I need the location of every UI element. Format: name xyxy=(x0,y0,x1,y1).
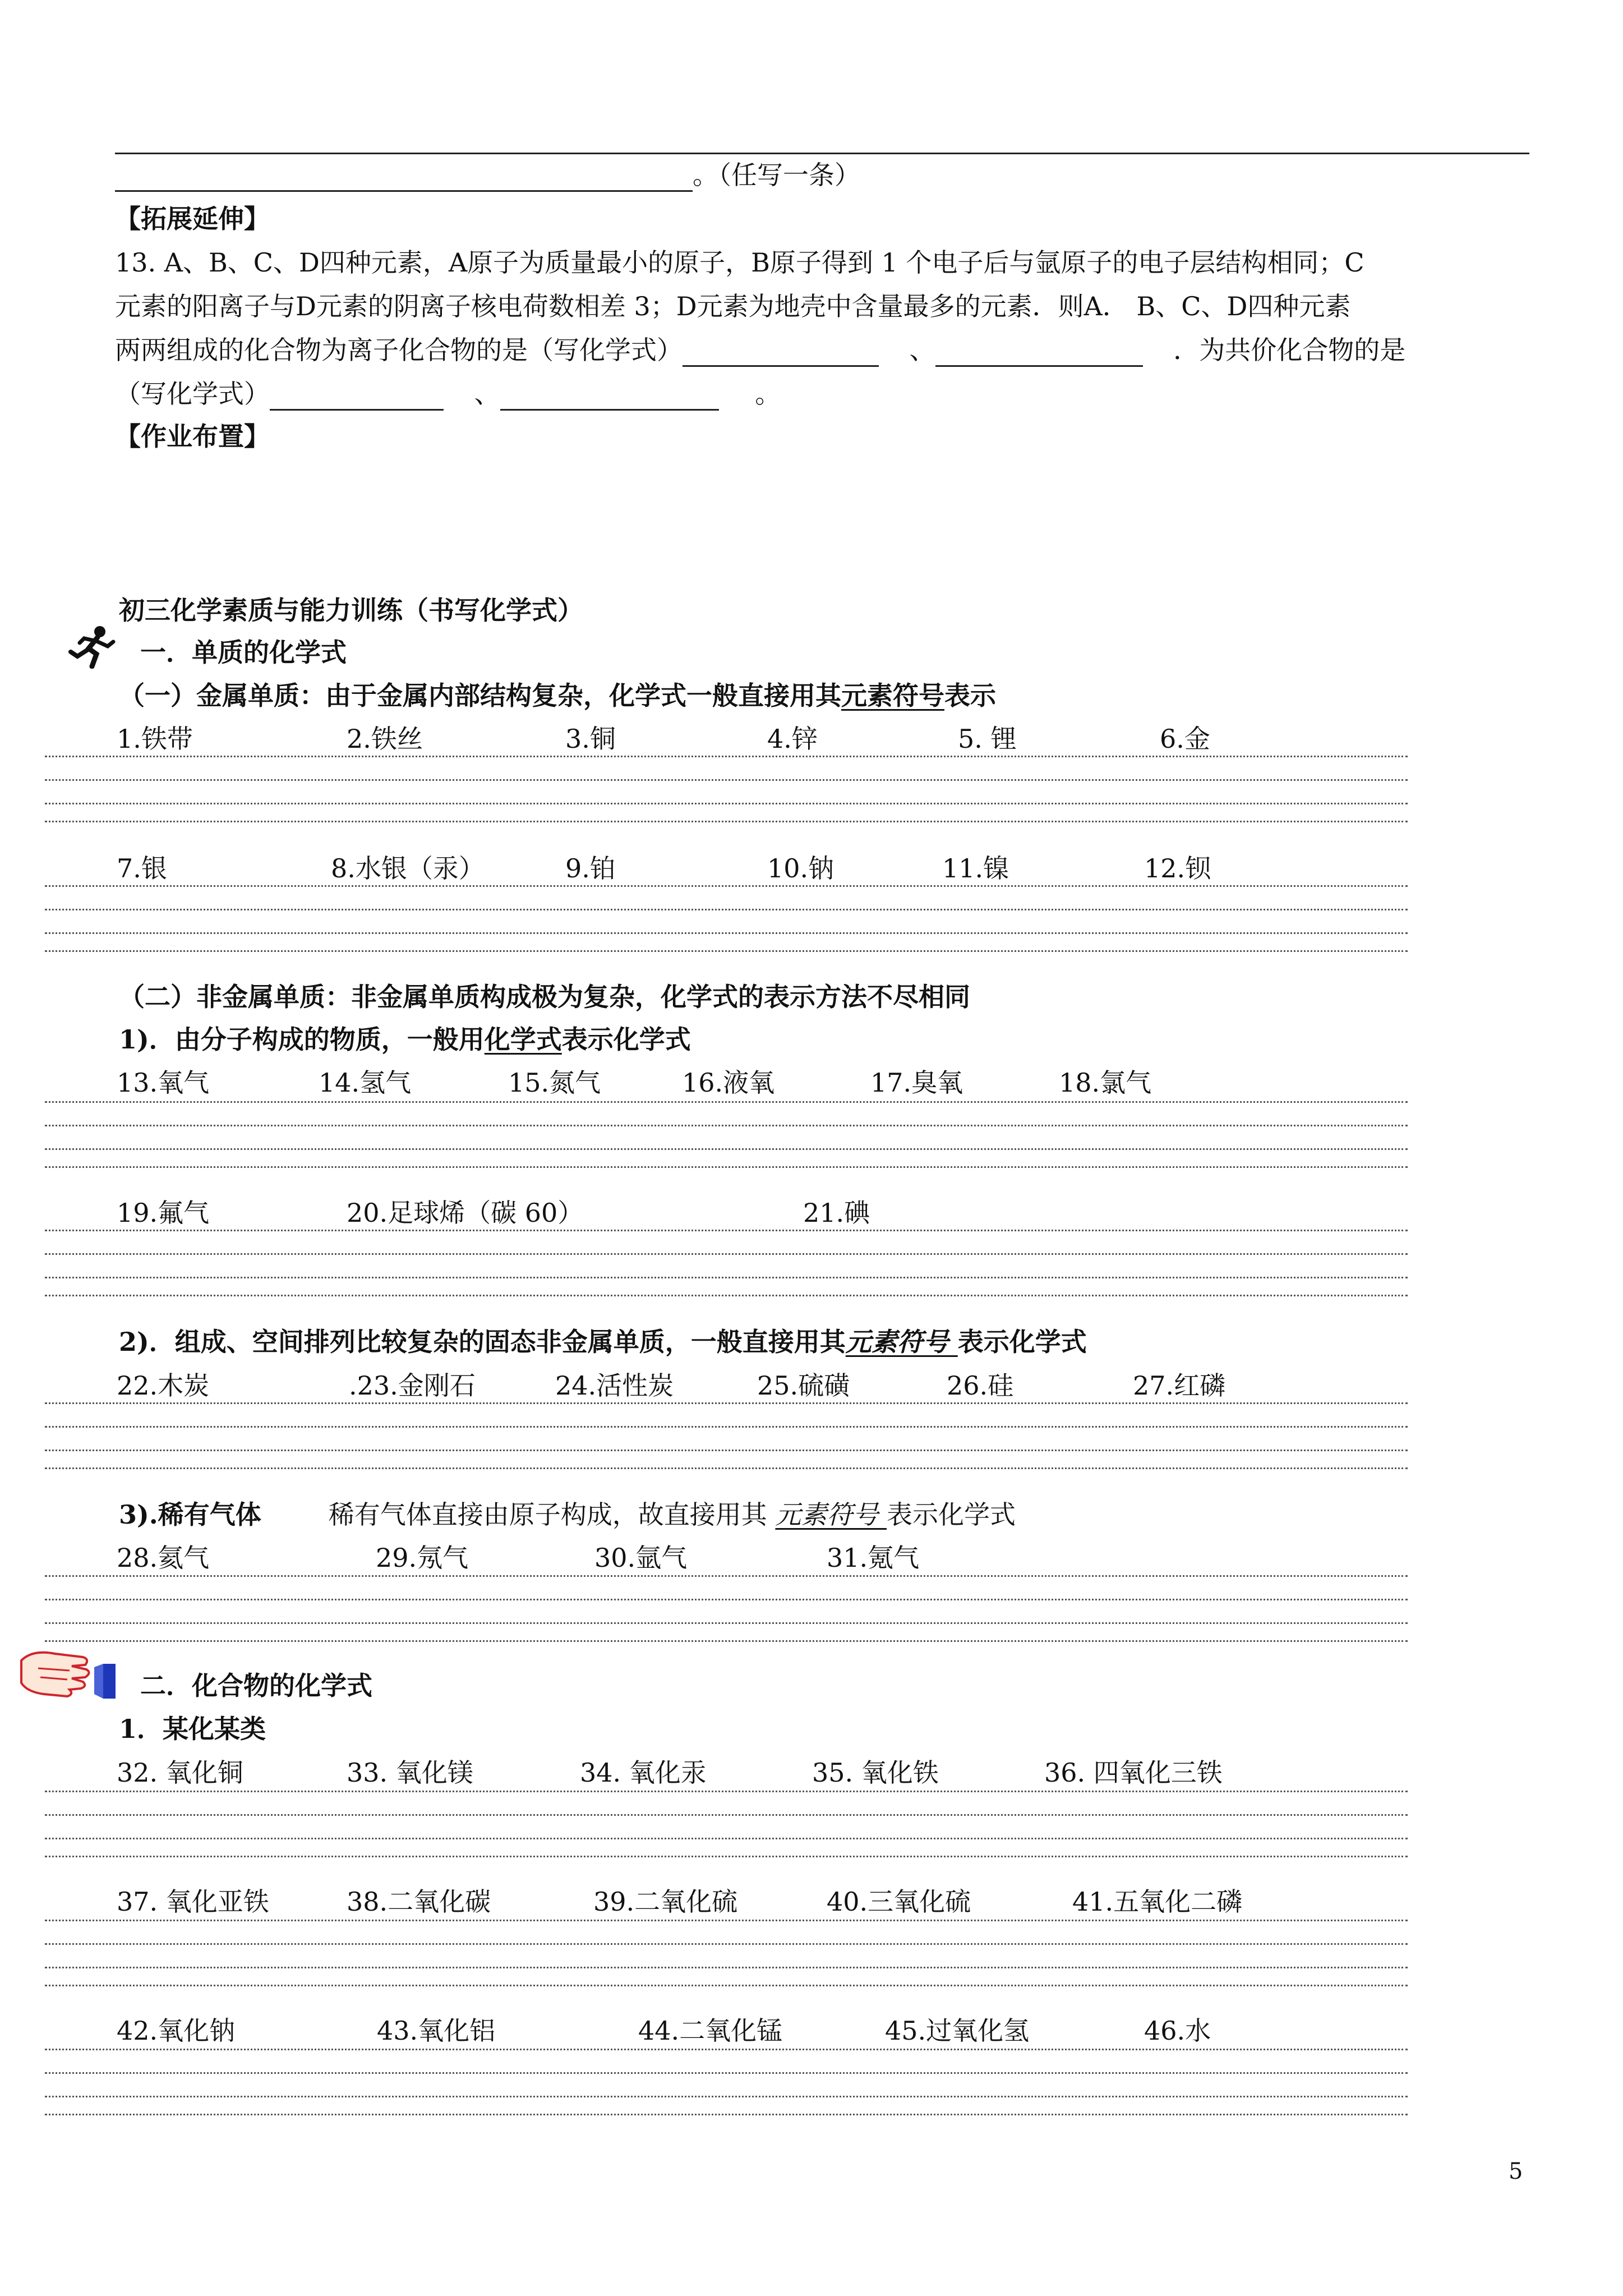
exercise-item: 22.木炭 xyxy=(117,1370,210,1401)
answer-dotted-line[interactable] xyxy=(45,1450,1408,1451)
answer-blank[interactable] xyxy=(115,161,693,192)
pointing-hand-icon xyxy=(16,1638,122,1705)
extension-header: 【拓展延伸】 xyxy=(115,204,270,234)
top-answer-line xyxy=(115,158,860,192)
answer-dotted-line[interactable] xyxy=(45,1943,1408,1945)
exercise-item: 7.银 xyxy=(117,853,167,884)
exercise-item: 5. 锂 xyxy=(958,724,1017,754)
section-1-sub-2: （二）非金属单质：非金属单质构成极为复杂，化学式的表示方法不尽相同 xyxy=(119,982,970,1012)
exercise-item: 1.铁带 xyxy=(117,724,193,754)
answer-dotted-line[interactable] xyxy=(45,1230,1408,1231)
exercise-item: 21.碘 xyxy=(803,1198,870,1228)
exercise-item: 9.铂 xyxy=(565,853,616,884)
answer-dotted-line[interactable] xyxy=(45,950,1408,952)
exercise-item: 20.足球烯（碳 60） xyxy=(347,1198,584,1228)
answer-dotted-line[interactable] xyxy=(45,909,1408,910)
answer-dotted-line[interactable] xyxy=(45,779,1408,781)
exercise-item: 2.铁丝 xyxy=(347,724,423,754)
exercise-item: 35. 氧化铁 xyxy=(812,1757,939,1788)
section-2-title: 二．化合物的化学式 xyxy=(140,1671,372,1701)
exercise-item: 33. 氧化镁 xyxy=(347,1757,473,1788)
answer-dotted-line[interactable] xyxy=(45,1791,1408,1792)
top-rule xyxy=(115,153,1529,154)
section-1-sub-1: （一）金属单质：由于金属内部结构复杂，化学式一般直接用其元素符号表示 xyxy=(119,680,996,711)
exercise-item: 46.水 xyxy=(1144,2016,1211,2046)
answer-dotted-line[interactable] xyxy=(45,885,1408,887)
exercise-item: .23.金刚石 xyxy=(349,1370,476,1401)
answer-dotted-line[interactable] xyxy=(45,1856,1408,1857)
answer-dotted-line[interactable] xyxy=(45,2049,1408,2050)
answer-dotted-line[interactable] xyxy=(45,756,1408,757)
exercise-item: 34. 氧化汞 xyxy=(580,1757,707,1788)
extension-line-4: （写化学式） 、 。 xyxy=(115,377,781,411)
exercise-item: 40.三氧化硫 xyxy=(827,1887,971,1917)
answer-dotted-line[interactable] xyxy=(45,821,1408,822)
exercise-item: 12.钡 xyxy=(1144,853,1211,884)
extension-line-3: 两两组成的化合物为离子化合物的是（写化学式） 、 ．为共价化合物的是 xyxy=(115,333,1405,367)
answer-dotted-line[interactable] xyxy=(45,1166,1408,1168)
homework-header: 【作业布置】 xyxy=(115,421,270,452)
answer-dotted-line[interactable] xyxy=(45,1467,1408,1469)
answer-dotted-line[interactable] xyxy=(45,1125,1408,1126)
answer-dotted-line[interactable] xyxy=(45,932,1408,934)
answer-dotted-line[interactable] xyxy=(45,1277,1408,1278)
exercise-item: 14.氢气 xyxy=(319,1068,412,1098)
exercise-item: 32. 氧化铜 xyxy=(117,1757,243,1788)
answer-dotted-line[interactable] xyxy=(45,1920,1408,1921)
answer-dotted-line[interactable] xyxy=(45,2072,1408,2074)
exercise-item: 4.锌 xyxy=(767,724,818,754)
exercise-item: 6.金 xyxy=(1160,724,1210,754)
exercise-item: 42.氧化钠 xyxy=(117,2016,236,2046)
exercise-item: 28.氦气 xyxy=(117,1543,210,1573)
exercise-item: 25.硫磺 xyxy=(757,1370,850,1401)
exercise-item: 10.钠 xyxy=(767,853,834,884)
top-blank-suffix: 。（任写一条） xyxy=(693,160,860,190)
exercise-item: 43.氧化铝 xyxy=(377,2016,496,2046)
page-number: 5 xyxy=(1509,2159,1523,2184)
training-title: 初三化学素质与能力训练（书写化学式） xyxy=(119,595,583,625)
exercise-item: 26.硅 xyxy=(947,1370,1014,1401)
answer-dotted-line[interactable] xyxy=(45,1599,1408,1600)
section-1-sub-2-3: 3).稀有气体 稀有气体直接由原子构成，故直接用其 元素符号 表示化学式 xyxy=(119,1499,1016,1530)
answer-dotted-line[interactable] xyxy=(45,1838,1408,1839)
answer-dotted-line[interactable] xyxy=(45,1985,1408,1986)
extension-line-1: 13. A、B、C、D四种元素，A原子为质量最小的原子，B原子得到 1 个电子后与氩原子的电子层结构相同；C xyxy=(115,247,1364,278)
answer-blank[interactable] xyxy=(683,337,879,367)
runner-icon xyxy=(67,624,118,669)
exercise-item: 31.氪气 xyxy=(827,1543,920,1573)
answer-dotted-line[interactable] xyxy=(45,1101,1408,1103)
exercise-item: 16.液氧 xyxy=(682,1068,775,1098)
exercise-item: 13.氧气 xyxy=(117,1068,210,1098)
answer-blank[interactable] xyxy=(935,337,1143,367)
answer-dotted-line[interactable] xyxy=(45,1640,1408,1642)
exercise-item: 19.氟气 xyxy=(117,1198,210,1228)
exercise-item: 8.水银（汞） xyxy=(331,853,485,884)
answer-dotted-line[interactable] xyxy=(45,1253,1408,1255)
answer-dotted-line[interactable] xyxy=(45,803,1408,804)
exercise-item: 39.二氧化硫 xyxy=(593,1887,738,1917)
exercise-item: 36. 四氧化三铁 xyxy=(1044,1757,1223,1788)
exercise-item: 11.镍 xyxy=(942,853,1009,884)
exercise-item: 3.铜 xyxy=(565,724,616,754)
section-1-sub-2-2: 2)．组成、空间排列比较复杂的固态非金属单质，一般直接用其元素符号 表示化学式 xyxy=(119,1327,1087,1357)
exercise-item: 18.氯气 xyxy=(1059,1068,1152,1098)
answer-dotted-line[interactable] xyxy=(45,2114,1408,2115)
extension-line-2: 元素的阳离子与D元素的阴离子核电荷数相差 3；D元素为地壳中含量最多的元素．则A． B、C、D四种元素 xyxy=(115,291,1351,321)
exercise-item: 17.臭氧 xyxy=(870,1068,963,1098)
exercise-item: 27.红磷 xyxy=(1133,1370,1226,1401)
answer-dotted-line[interactable] xyxy=(45,1402,1408,1404)
exercise-item: 15.氮气 xyxy=(508,1068,601,1098)
exercise-item: 44.二氧化锰 xyxy=(638,2016,783,2046)
exercise-item: 30.氩气 xyxy=(594,1543,688,1573)
answer-dotted-line[interactable] xyxy=(45,1426,1408,1428)
answer-dotted-line[interactable] xyxy=(45,1295,1408,1296)
exercise-item: 38.二氧化碳 xyxy=(347,1887,491,1917)
answer-dotted-line[interactable] xyxy=(45,2096,1408,2097)
answer-dotted-line[interactable] xyxy=(45,1622,1408,1624)
answer-blank[interactable] xyxy=(500,381,719,411)
exercise-item: 24.活性炭 xyxy=(555,1370,674,1401)
answer-dotted-line[interactable] xyxy=(45,1967,1408,1968)
exercise-item: 45.过氧化氢 xyxy=(885,2016,1030,2046)
exercise-item: 41.五氧化二磷 xyxy=(1072,1887,1243,1917)
answer-blank[interactable] xyxy=(270,381,444,411)
exercise-item: 29.氖气 xyxy=(376,1543,469,1573)
exercise-item: 37. 氧化亚铁 xyxy=(117,1887,269,1917)
answer-dotted-line[interactable] xyxy=(45,1814,1408,1816)
answer-dotted-line[interactable] xyxy=(45,1148,1408,1150)
section-1-sub-2-1: 1)．由分子构成的物质，一般用化学式表示化学式 xyxy=(119,1024,691,1055)
section-1-title: 一．单质的化学式 xyxy=(140,637,347,668)
section-2-sub-1: 1．某化某类 xyxy=(119,1714,266,1744)
answer-dotted-line[interactable] xyxy=(45,1575,1408,1577)
